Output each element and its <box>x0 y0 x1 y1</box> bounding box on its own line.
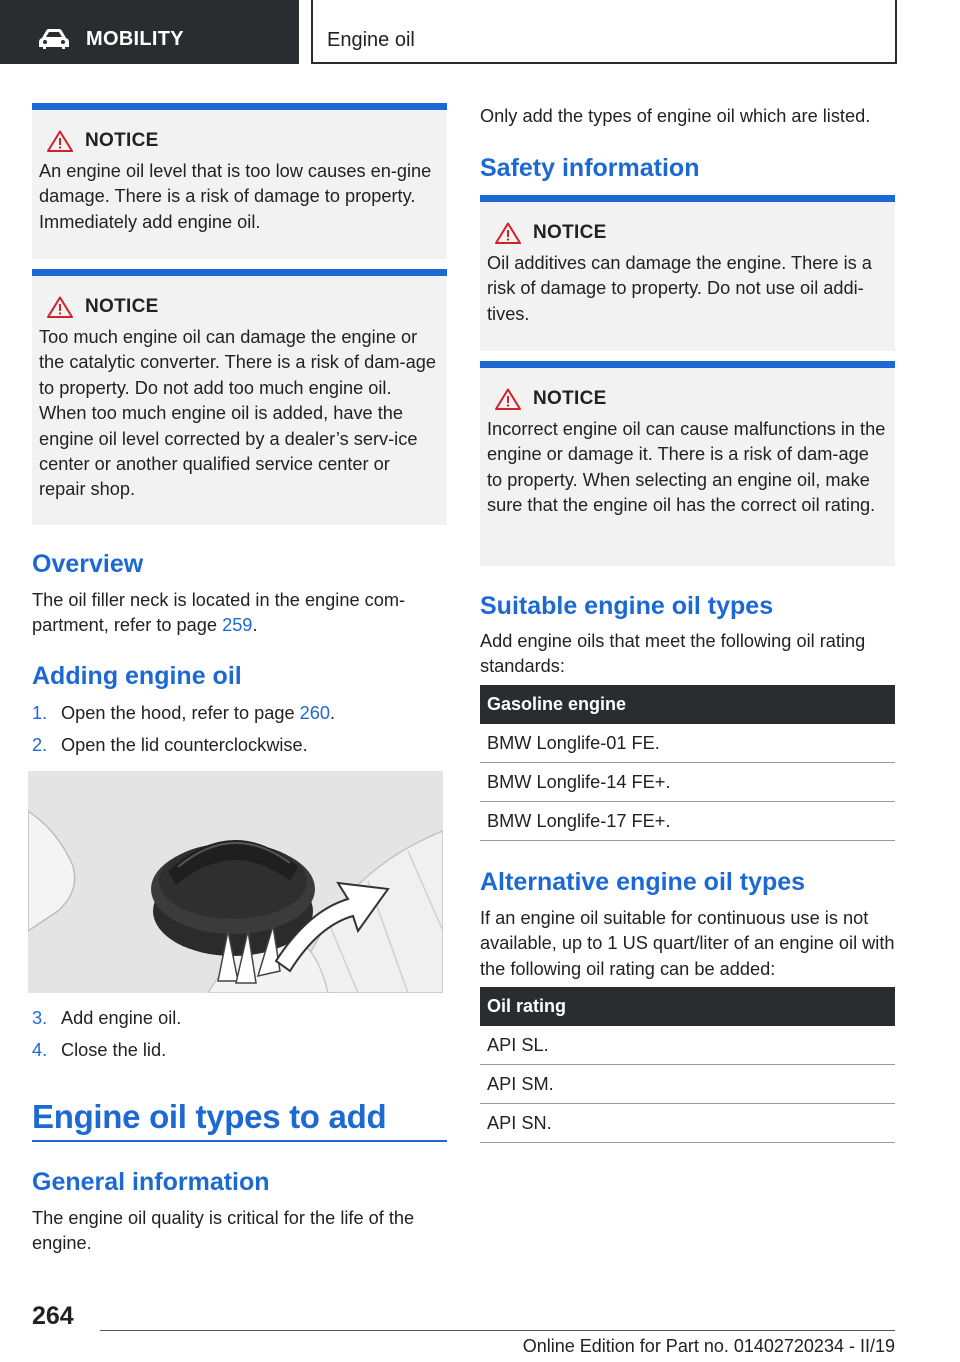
section-heading-rule <box>32 1140 447 1142</box>
page-title: Engine oil <box>327 29 415 51</box>
steps-list-top <box>32 697 447 761</box>
adding-heading: Adding engine oil <box>32 662 242 690</box>
step-number: 1. <box>32 703 48 723</box>
oil-rating-table <box>480 987 895 1143</box>
general-info-heading: General information <box>32 1168 270 1196</box>
warning-triangle-icon <box>495 222 521 244</box>
step-text-before: Open the hood, refer to page <box>61 703 300 723</box>
table-row: BMW Longlife-01 FE. <box>480 724 895 763</box>
steps-list-bottom <box>32 1002 447 1066</box>
footer-edition: Online Edition for Part no. 01402720234 - II/19 <box>522 1336 895 1356</box>
overview-text-after: . <box>252 615 258 636</box>
step-text <box>61 697 335 729</box>
suitable-text: Add engine oils that meet the following oil rating standards: <box>480 631 866 677</box>
notice-box <box>32 103 447 259</box>
notice-title: NOTICE <box>533 388 607 409</box>
table-row: API SN. <box>480 1104 895 1143</box>
page-link-260[interactable]: 260 <box>299 703 330 723</box>
oil-cap-drawing <box>28 771 443 993</box>
safety-heading: Safety information <box>480 154 700 182</box>
gasoline-oil-table <box>480 685 895 841</box>
warning-triangle-icon <box>495 388 521 410</box>
list-item <box>32 729 447 761</box>
warning-triangle-icon <box>47 130 73 152</box>
table-header: Oil rating <box>480 987 895 1026</box>
page-number: 264 <box>32 1302 74 1330</box>
header-section-tab <box>0 0 299 64</box>
step-text: Add engine oil. <box>61 1008 182 1028</box>
table-row: API SM. <box>480 1065 895 1104</box>
alternative-heading: Alternative engine oil types <box>480 868 806 896</box>
header-title-box <box>311 0 897 64</box>
step-text: Open the lid counterclockwise. <box>61 735 308 755</box>
car-icon <box>38 28 70 50</box>
suitable-heading: Suitable engine oil types <box>480 592 774 620</box>
overview-text-before: The oil filler neck is located in the engine com-partment, refer to page <box>32 590 406 636</box>
notice-text: Oil additives can damage the engine. There is a risk of damage to property. Do not use oil addi-tives. <box>487 253 872 324</box>
list-item <box>32 1002 447 1034</box>
overview-heading: Overview <box>32 550 144 578</box>
page-link-259[interactable]: 259 <box>222 615 253 636</box>
overview-text <box>32 588 447 639</box>
notice-title: NOTICE <box>533 222 607 243</box>
notice-text: An engine oil level that is too low causes en-gine damage. There is a risk of damage to property. Immediately add engine oil. <box>39 161 432 232</box>
oil-cap-illustration <box>28 771 443 993</box>
step-text-after: . <box>330 703 336 723</box>
step-number: 3. <box>32 1008 48 1028</box>
notice-text: Incorrect engine oil can cause malfunctions in the engine or damage it. There is a risk of dam-age to property. When selecting an engine oil, make sure that the engine oil has the correct oil rating. <box>487 419 886 516</box>
notice-box <box>480 361 895 566</box>
alternative-text: If an engine oil suitable for continuous use is not available, up to 1 US quart/liter of an engine oil with the following oil rating can be added: <box>480 908 895 979</box>
step-number: 4. <box>32 1040 48 1060</box>
notice-box <box>480 195 895 351</box>
step-text: Close the lid. <box>61 1040 167 1060</box>
step-number: 2. <box>32 735 48 755</box>
table-row: BMW Longlife-14 FE+. <box>480 763 895 802</box>
notice-title: NOTICE <box>85 130 159 151</box>
notice-box <box>32 269 447 525</box>
header-section-label: MOBILITY <box>86 28 184 50</box>
general-info-text: The engine oil quality is critical for the life of the engine. <box>32 1208 415 1254</box>
notice-title: NOTICE <box>85 296 159 317</box>
warning-triangle-icon <box>47 296 73 318</box>
section-heading: Engine oil types to add <box>32 1098 387 1135</box>
table-row: API SL. <box>480 1026 895 1065</box>
notice-text: Too much engine oil can damage the engine or the catalytic converter. There is a risk of dam-age to property. Do not add too much engine oil. When too much engine oil is added, have the engine oil level corrected by a dealer’s serv-ice center or another qualified service center or repair shop. <box>39 327 436 500</box>
footer-rule <box>100 1330 895 1331</box>
list-item <box>32 697 447 729</box>
table-row: BMW Longlife-17 FE+. <box>480 802 895 841</box>
intro-text: Only add the types of engine oil which are listed. <box>480 106 871 126</box>
list-item <box>32 1034 447 1066</box>
table-header: Gasoline engine <box>480 685 895 724</box>
